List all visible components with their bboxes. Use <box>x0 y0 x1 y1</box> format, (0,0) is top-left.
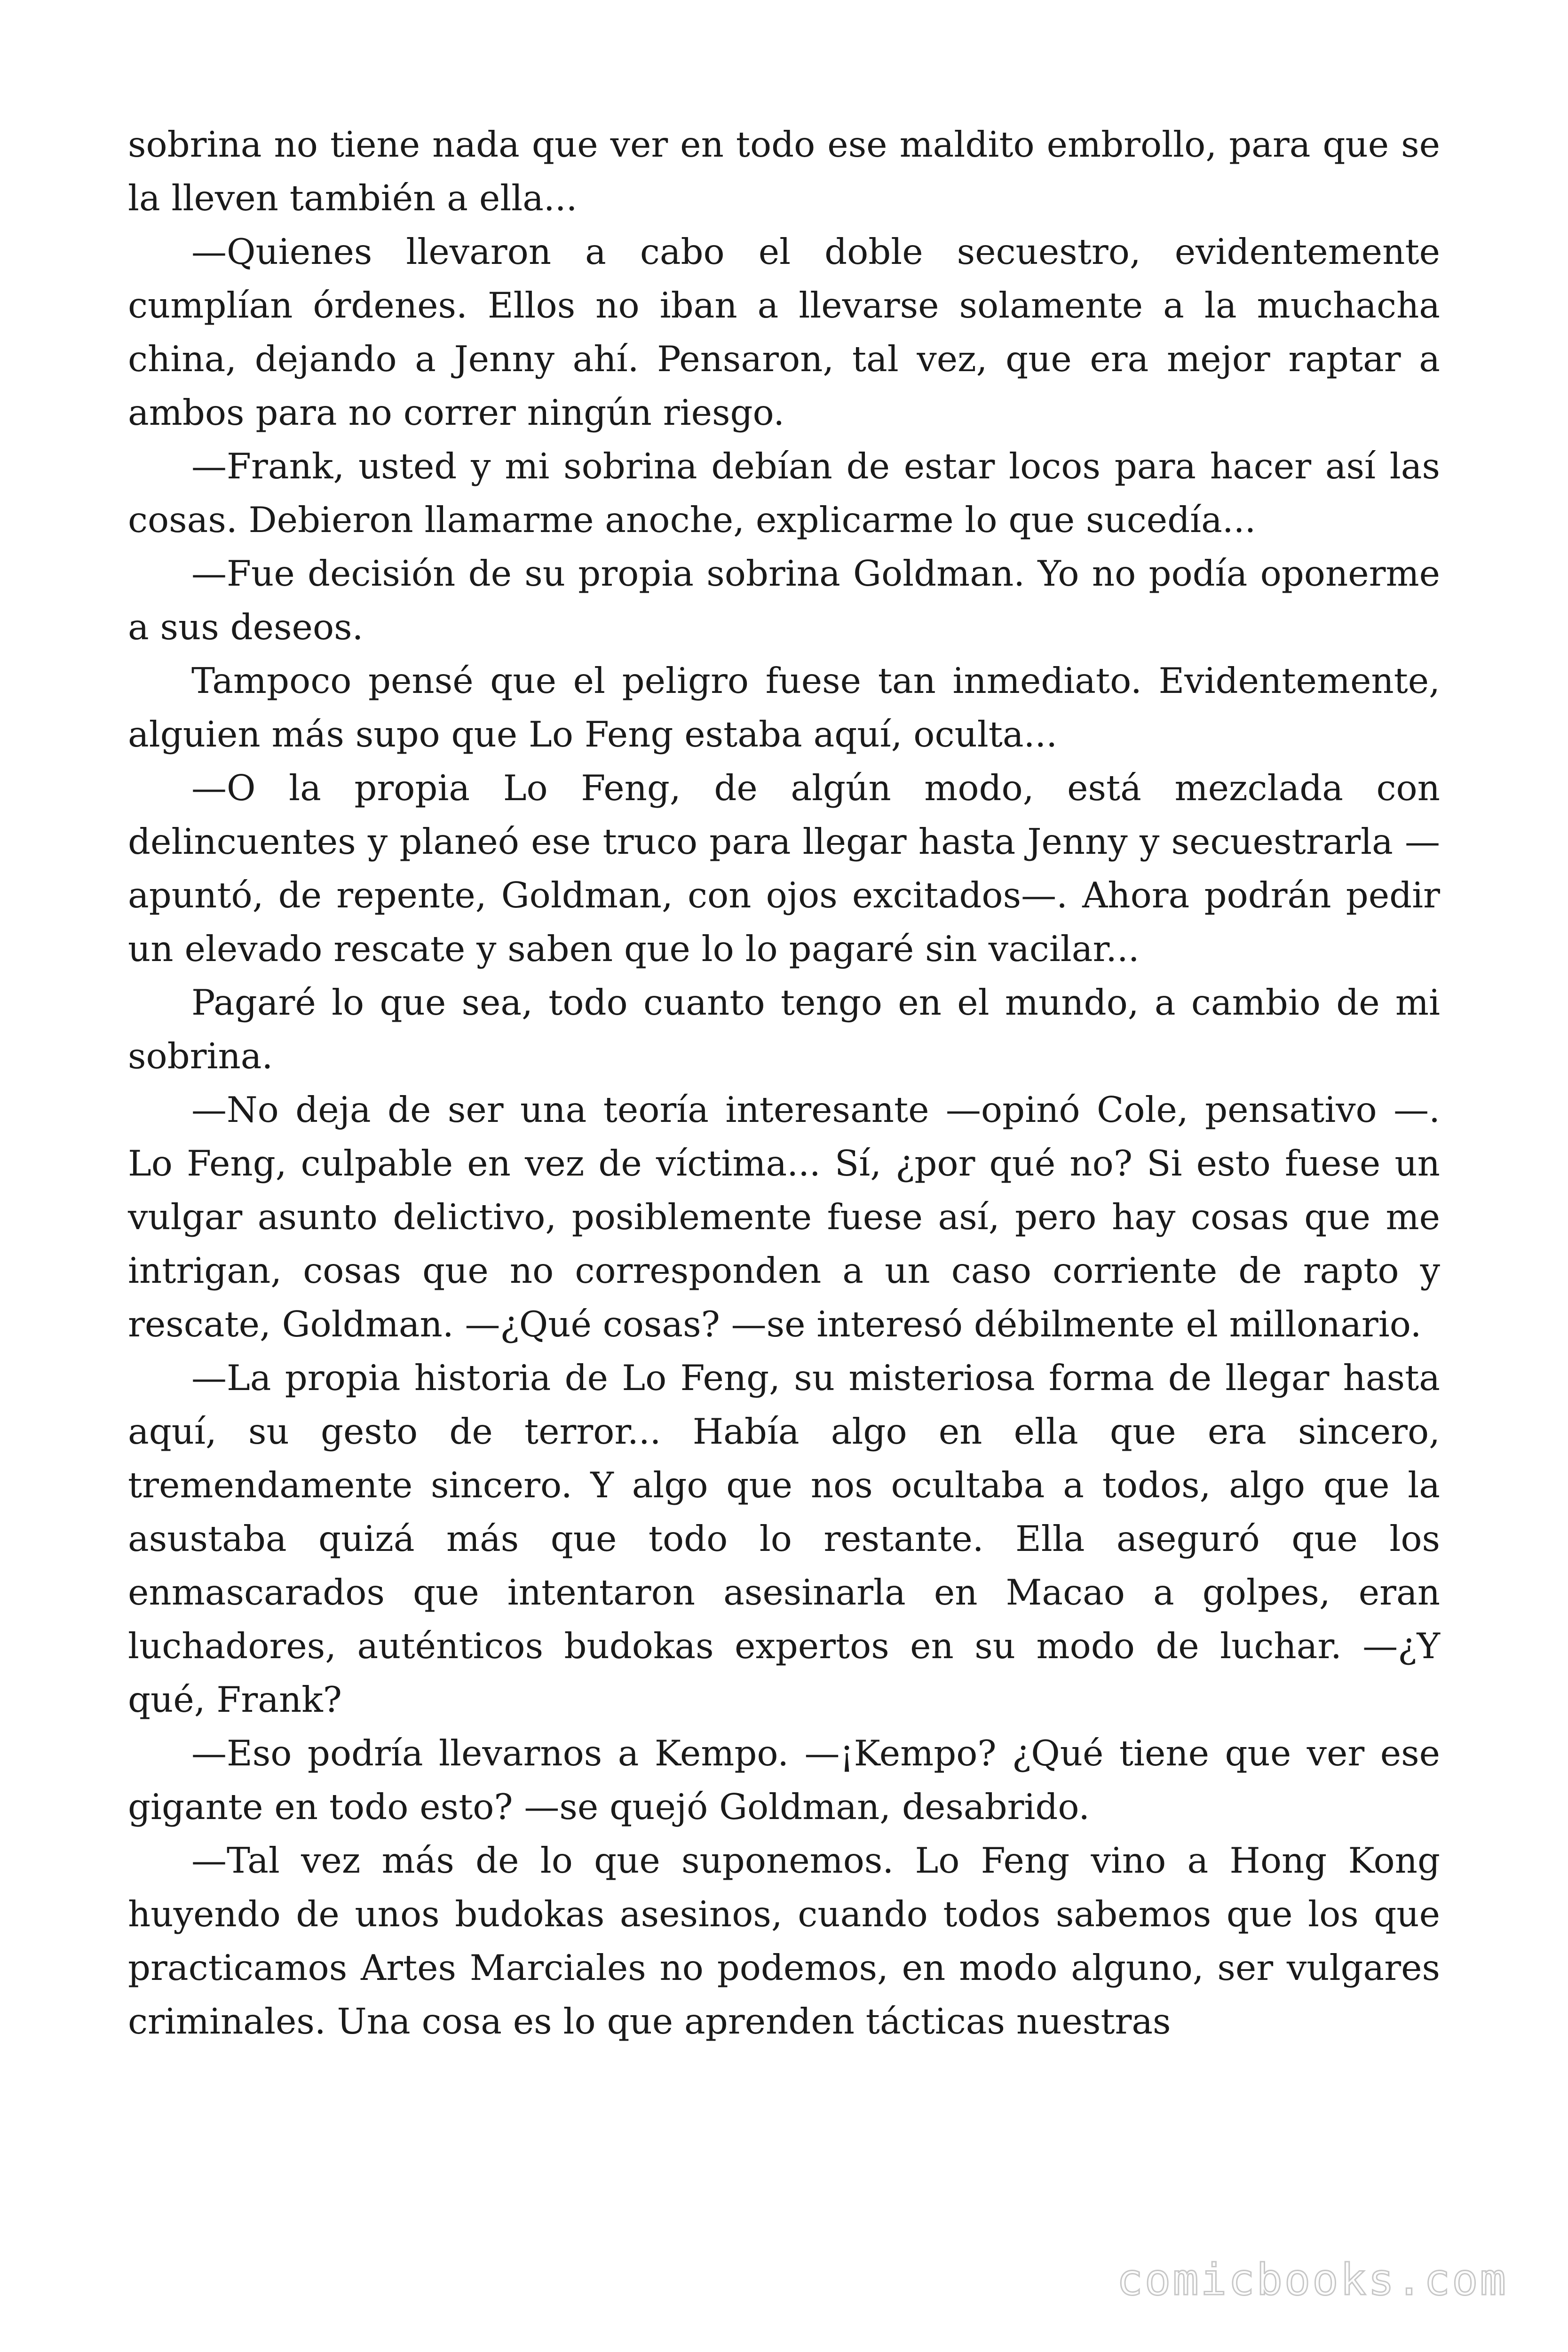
paragraph-4: —Fue decisión de su propia sobrina Goldman. Yo no podía oponerme a sus deseos. <box>128 553 1440 648</box>
paragraph-7: Pagaré lo que sea, todo cuanto tengo en el mundo, a cambio de mi sobrina. <box>128 982 1440 1077</box>
paragraph-10: —Eso podría llevarnos a Kempo. —¡Kempo? ¿Qué tiene que ver ese gigante en todo esto? —se quejó Goldman, desabrido. <box>128 1732 1440 1828</box>
paragraph-3: —Frank, usted y mi sobrina debían de estar locos para hacer así las cosas. Debieron llamarme anoche, explicarme lo que sucedía... <box>128 445 1440 540</box>
page-text <box>128 118 1440 2048</box>
paragraph-2: —Quienes llevaron a cabo el doble secuestro, evidentemente cumplían órdenes. Ellos no iban a llevarse solamente a la muchacha china, dejando a Jenny ahí. Pensaron, tal vez, que era mejor raptar a ambos para no correr ningún riesgo. <box>128 231 1440 433</box>
paragraph-11: —Tal vez más de lo que suponemos. Lo Feng vino a Hong Kong huyendo de unos budokas asesinos, cuando todos sabemos que los que practicamos Artes Marciales no podemos, en modo alguno, ser vulgares criminales. Una cosa es lo que aprenden tácticas nuestras <box>128 1840 1440 2042</box>
paragraph-8: —No deja de ser una teoría interesante —opinó Cole, pensativo —. Lo Feng, culpable en vez de víctima... Sí, ¿por qué no? Si esto fuese un vulgar asunto delictivo, posiblemente fuese así, pero hay cosas que me intrigan, cosas que no corresponden a un caso corriente de rapto y rescate, Goldman. —¿Qué cosas? —se interesó débilmente el millonario. <box>128 1089 1440 1345</box>
paragraph-1: sobrina no tiene nada que ver en todo ese maldito embrollo, para que se la lleven también a ella... <box>128 124 1440 219</box>
paragraph-5: Tampoco pensé que el peligro fuese tan inmediato. Evidentemente, alguien más supo que Lo Feng estaba aquí, oculta... <box>128 660 1440 755</box>
watermark-logo: comicbooks.com <box>1117 2255 1508 2305</box>
paragraph-6: —O la propia Lo Feng, de algún modo, está mezclada con delincuentes y planeó ese truco para llegar hasta Jenny y secuestrarla —apuntó, de repente, Goldman, con ojos excitados—. Ahora podrán pedir un elevado rescate y saben que lo lo pagaré sin vacilar... <box>128 767 1440 969</box>
paragraph-9: —La propia historia de Lo Feng, su misteriosa forma de llegar hasta aquí, su gesto de terror... Había algo en ella que era sincero, tremendamente sincero. Y algo que nos ocultaba a todos, algo que la asustaba quizá más que todo lo restante. Ella aseguró que los enmascarados que intentaron asesinarla en Macao a golpes, eran luchadores, auténticos budokas expertos en su modo de luchar. —¿Y qué, Frank? <box>128 1357 1440 1720</box>
